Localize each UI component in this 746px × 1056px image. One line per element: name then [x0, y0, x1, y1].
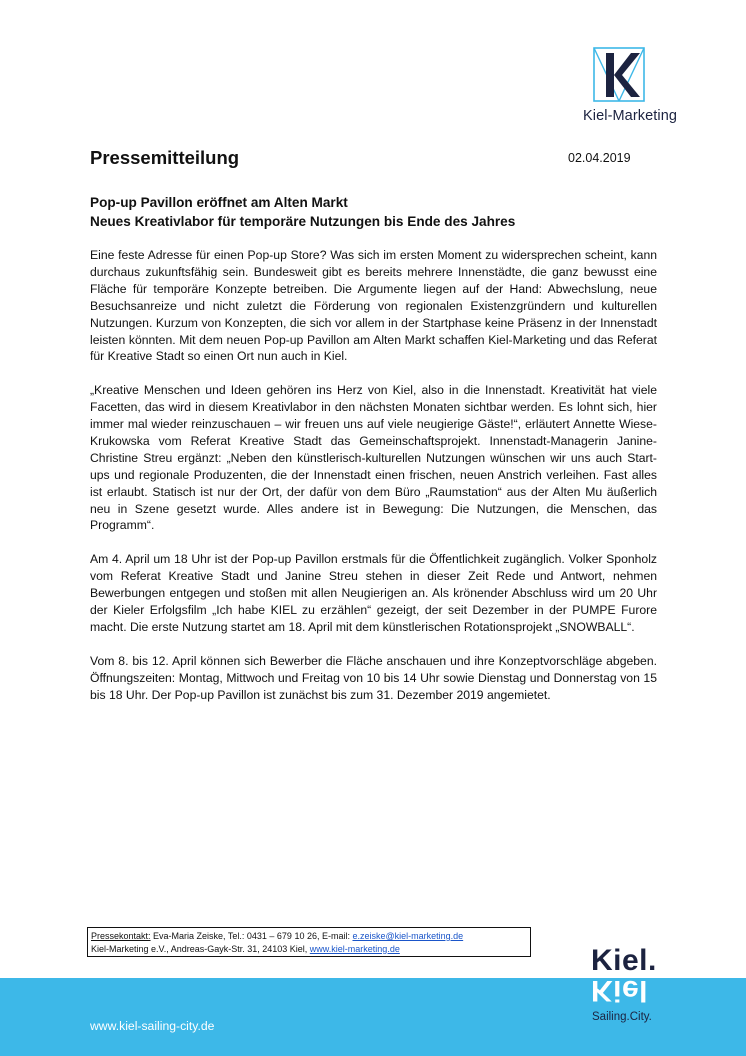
release-date: 02.04.2019 — [568, 151, 631, 165]
paragraph: Vom 8. bis 12. April können sich Bewerber die Fläche anschauen und ihre Konzeptvorschläge abgeben. Öffnungszeiten: Montag, Mittwoch und Freitag von 10 bis 14 Uhr sowie Dienstag und Donnerstag von 15 bis 18 Uhr. Der Pop-up Pavillon ist zunächst bis zum 31. Dezember 2019 angemietet. — [90, 653, 657, 702]
paragraph: Eine feste Adresse für einen Pop-up Store? Was sich im ersten Moment zu widersprechen scheint, kann durchaus zukunftsfähig sein. Bundesweit gibt es bereits mehrere Innenstädte, die ganz bewusst eine Fläche für temporäre Konzepte betreiben. Die Argumente liegen auf der Hand: Abwechslung, neue Besuchsanreize und nicht zuletzt die Förderung von regionalen Existenzgründern und kulturellen Nutzungen. Kurzum von Konzepten, die sich vor allem in der Startphase keine Präsenz in der Innenstadt leisten könnten. Mit dem neuen Pop-up Pavillon am Alten Markt schaffen Kiel-Marketing und das Referat für Kreative Stadt so einen Ort nun auch in Kiel. — [90, 248, 657, 364]
press-contact-box — [87, 927, 531, 957]
logo-tagline: Sailing.City. — [592, 1011, 652, 1023]
paragraph: Am 4. April um 18 Uhr ist der Pop-up Pavillon erstmals für die Öffentlichkeit zugänglich. Volker Sponholz vom Referat Kreative Stadt und Janine Streu stehen in dieser Zeit Rede und Antwort, nehmen Bewerbungen entgegen und stoßen mit allen Neugierigen an. Als krönender Abschluss wird um 20 Uhr der Kieler Erfolgsfilm „Ich habe KIEL zu erzählen“ gezeigt, der seit Dezember in der PUMPE Furore macht. Die erste Nutzung startet am 18. April mit dem künstlerischen Rotationsprojekt „SNOWBALL“. — [90, 552, 657, 634]
headline-subtitle: Neues Kreativlabor für temporäre Nutzungen bis Ende des Jahres — [90, 214, 516, 229]
contact-website-link[interactable]: www.kiel-marketing.de — [309, 943, 400, 954]
press-contact-details: Eva-Maria Zeiske, Tel.: 0431 – 679 10 26, E-mail: — [150, 931, 353, 941]
kiel-sailing-city-logo — [591, 945, 691, 1023]
headline-title: Pop-up Pavillon eröffnet am Alten Markt — [90, 195, 348, 210]
footer-website: www.kiel-sailing-city.de — [90, 1019, 215, 1033]
press-contact-label: Pressekontakt: — [91, 931, 151, 941]
contact-address: Kiel-Marketing e.V., Andreas-Gayk-Str. 31, 24103 Kiel, — [91, 943, 310, 954]
paragraph: „Kreative Menschen und Ideen gehören ins Herz von Kiel, also in die Innenstadt. Kreativität hat viele Facetten, das wird in diesem Kreativlabor in den nächsten Monaten sichtbar werden. Es lohnt sich, hier immer mal wieder reinzuschauen – wir freuen uns auf viele neugierige Gäste!“, erläutert Annette Wiese-Krukowska vom Referat Kreative Stadt das Gemeinschaftsprojekt. Innenstadt-Managerin Janine-Christine Streu ergänzt: „Neben den künstlerisch-kulturellen Nutzungen wünschen wir uns auch Start-ups und regionale Produzenten, die der Innenstadt einen frischen, neuen Anstrich verleihen. Fast alles ist erlaubt. Statisch ist nur der Ort, der dafür von dem Büro „Raumstation“ aus der Alten Mu äußerlich neu in Szene gesetzt wurde. Alles andere ist in Bewegung: Die Nutzungen, die Menschen, das Programm“. — [90, 383, 657, 533]
contact-email-link[interactable]: e.zeiske@kiel-marketing.de — [352, 931, 464, 941]
kiel-marketing-logo — [583, 47, 678, 124]
logo-kiel-word: Kiel. — [591, 944, 657, 977]
logo-text: Kiel-Marketing — [583, 108, 678, 124]
logo-kiel-mirror: Kiel — [591, 974, 649, 1007]
headline — [90, 193, 515, 231]
article-body — [90, 247, 657, 720]
page-title: Pressemitteilung — [90, 147, 240, 168]
kiel-marketing-k-icon — [593, 47, 645, 102]
